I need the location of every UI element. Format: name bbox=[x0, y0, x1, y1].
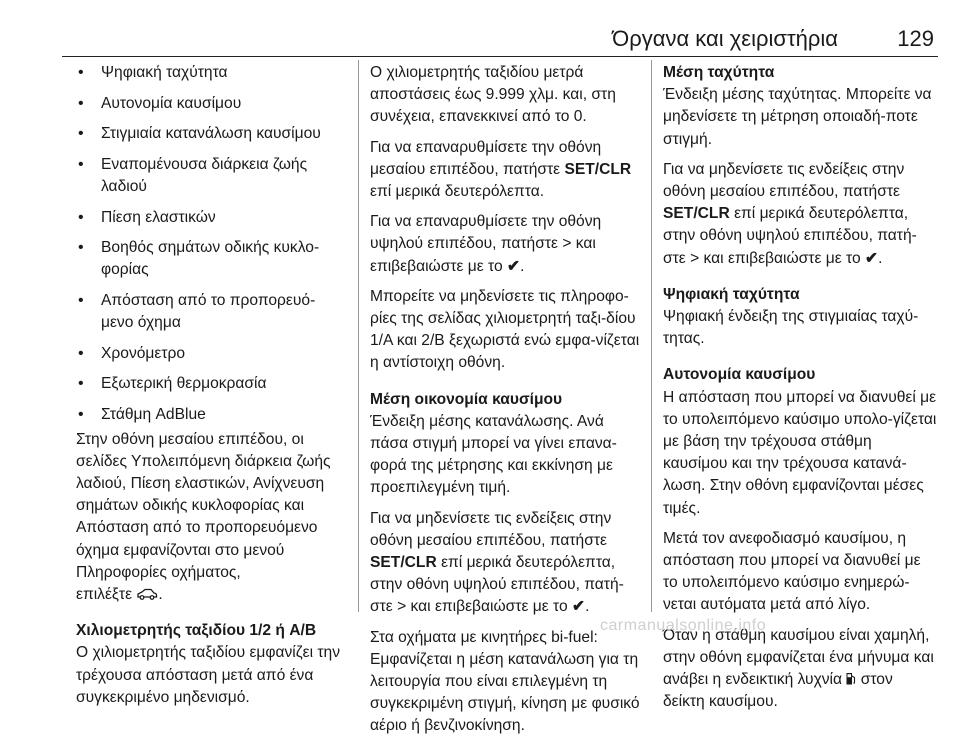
list-item: • Ψηφιακή ταχύτητα bbox=[76, 62, 346, 84]
reset-high-paragraph: Για να επαναρυθμίσετε την οθόνη υψηλού επιπέδου, πατήστε > και επιβεβαιώστε με το ✔. bbox=[370, 211, 642, 278]
paragraph-text: και επιβεβαιώστε με το bbox=[703, 249, 861, 267]
reset-paragraph: Για να μηδενίσετε τις ενδείξεις στην οθόνη μεσαίου επιπέδου, πατήστε SET/CLR επί μερικά δευτερόλεπτα, στην οθόνη υψηλού επιπέδου, πατή-στε > και επιβεβαιώστε με το ✔. bbox=[663, 159, 938, 270]
section-text: Ψηφιακή ένδειξη της στιγμιαίας ταχύ-τητας. bbox=[663, 308, 919, 348]
info-pages-list bbox=[76, 62, 346, 426]
column-divider bbox=[651, 60, 652, 612]
paragraph-text: και επιβεβαιώστε με το bbox=[370, 235, 596, 275]
column-1 bbox=[76, 62, 346, 717]
set-clr-button-label: SET/CLR bbox=[663, 205, 730, 223]
paragraph-text: Για να μηδενίσετε τις ενδείξεις στην οθόνη μεσαίου επιπέδου, πατήστε bbox=[370, 509, 612, 549]
paragraph-text: Για να επαναρυθμίσετε την οθόνη μεσαίου επιπέδου, πατήστε bbox=[370, 138, 602, 178]
section-text: Η απόσταση που μπορεί να διανυθεί με το υπολειπόμενο καύσιμο υπολο-γίζεται με βάση την τρέχουσα στάθμη καυσίμου και την τρέχουσα κατανά-λωση. Στην οθόνη εμφανίζονται μέσες τιμές. bbox=[663, 388, 937, 517]
list-item: • Αυτονομία καυσίμου bbox=[76, 93, 346, 115]
watermark: carmanualsonline.info bbox=[600, 617, 767, 634]
paragraph-text: Για να μηδενίσετε τις ενδείξεις στην οθόνη μεσαίου επιπέδου, πατήστε bbox=[663, 160, 905, 201]
list-item: • Εξωτερική θερμοκρασία bbox=[76, 373, 346, 395]
paragraph: Ο χιλιομετρητής ταξιδίου μετρά αποστάσεις έως 9.999 χλμ. και, στη συνέχεια, επανεκκινεί από το 0. bbox=[370, 64, 616, 126]
paragraph-text: και επιβεβαιώστε με το bbox=[410, 598, 568, 616]
fuel-pump-icon bbox=[846, 670, 856, 683]
section-heading: Αυτονομία καυσίμου bbox=[663, 366, 816, 384]
paragraph: Στα οχήματα με κινητήρες bi-fuel: Εμφανίζεται η μέση κατανάλωση για τη λειτουργία που είναι επιλεγμένη τη συγκεκριμένη στιγμή, κίνηση με φυσικό αέριο ή βενζινοκίνηση. bbox=[370, 628, 640, 735]
paragraph-text: Όταν η στάθμη καυσίμου είναι χαμηλή, στην οθόνη εμφανίζεται ένα μήνυμα και ανάβει η ενδεικτική λυχνία bbox=[663, 626, 934, 689]
avg-consumption-section bbox=[370, 389, 642, 500]
list-item: • Βοηθός σημάτων οδικής κυκλο-φορίας bbox=[76, 237, 346, 281]
page-title: Όργανα και χειριστήρια bbox=[612, 26, 838, 51]
header-rule bbox=[62, 56, 938, 57]
low-fuel-paragraph bbox=[663, 625, 938, 714]
paragraph-text: Στην οθόνη μεσαίου επιπέδου, οι σελίδες Υπολειπόμενη διάρκεια ζωής λαδιού, Πίεση ελαστικών, Ανίχνευση σημάτων οδικής κυκλοφορίας και Απόσταση από το προπορευόμενο όχημα εμφανίζονται στο μενού Πληροφορίες οχήματος, bbox=[76, 430, 331, 581]
paragraph-text: Για να επαναρυθμίσετε την οθόνη υψηλού επιπέδου, πατήστε bbox=[370, 213, 602, 253]
list-item: • Στάθμη AdBlue bbox=[76, 404, 346, 426]
car-icon bbox=[136, 585, 158, 597]
avg-speed-section bbox=[663, 62, 938, 151]
checkmark-icon: ✔ bbox=[571, 598, 586, 616]
paragraph-text: στον δείκτη καυσίμου. bbox=[663, 671, 893, 711]
section-text: Ένδειξη μέσης ταχύτητας. Μπορείτε να μηδενίσετε τη μέτρηση οποιαδή-ποτε στιγμή. bbox=[663, 86, 932, 148]
section-text: Ένδειξη μέσης κατανάλωσης. Ανά πάσα στιγμή μπορεί να γίνει επανα-φορά της μέτρησης και εκκίνηση με προεπιλεγμένη τιμή. bbox=[370, 412, 617, 497]
select-prefix: επιλέξτε bbox=[76, 585, 133, 603]
section-heading: Ψηφιακή ταχύτητα bbox=[663, 285, 800, 303]
list-item: • Απόσταση από το προπορευό-μενο όχημα bbox=[76, 290, 346, 334]
list-item: • Στιγμιαία κατανάλωση καυσίμου bbox=[76, 123, 346, 145]
list-item: • Εναπομένουσα διάρκεια ζωής λαδιού bbox=[76, 154, 346, 198]
list-item: • Πίεση ελαστικών bbox=[76, 207, 346, 229]
page-header bbox=[62, 22, 938, 58]
chevron-right-icon: > bbox=[690, 249, 700, 267]
paragraph: Μετά τον ανεφοδιασμό καυσίμου, η απόσταση που μπορεί να διανυθεί με το υπολειπόμενο καύσιμο ενημερώ-νεται αυτόματα μετά από λίγο. bbox=[663, 529, 921, 614]
section-text: Ο χιλιομετρητής ταξιδίου εμφανίζει την τρέχουσα απόσταση μετά από ένα συγκεκριμένο μηδενισμό. bbox=[76, 644, 341, 706]
list-item: • Χρονόμετρο bbox=[76, 343, 346, 365]
column-2 bbox=[370, 62, 642, 746]
digital-speed-section bbox=[663, 284, 938, 351]
checkmark-icon: ✔ bbox=[507, 257, 521, 275]
select-suffix: . bbox=[158, 585, 163, 603]
section-heading: Μέση οικονομία καυσίμου bbox=[370, 390, 563, 408]
chevron-right-icon: > bbox=[562, 235, 572, 253]
fuel-range-section bbox=[663, 364, 938, 519]
section-heading: Χιλιομετρητής ταξιδίου 1/2 ή A/B bbox=[76, 622, 317, 640]
paragraph-text: επί μερικά δευτερόλεπτα. bbox=[370, 183, 545, 201]
paragraph-text: επί μερικά δευτερόλεπτα, στην οθόνη υψηλού επιπέδου, πατή-στε bbox=[663, 205, 917, 267]
reset-paragraph: Για να μηδενίσετε τις ενδείξεις στην οθόνη μεσαίου επιπέδου, πατήστε SET/CLR επί μερικά δευτερόλεπτα, στην οθόνη υψηλού επιπέδου, πατή-στε > και επιβεβαιώστε με το ✔. bbox=[370, 508, 642, 619]
paragraph: Μπορείτε να μηδενίσετε τις πληροφο-ρίες της σελίδας χιλιομετρητή ταξι-δίου 1/A και 2/B ξεχωριστά ενώ εμφα-νίζεται η αντίστοιχη οθόνη. bbox=[370, 287, 640, 372]
set-clr-button-label: SET/CLR bbox=[564, 160, 632, 178]
trip-odometer-section bbox=[76, 620, 346, 709]
checkmark-icon: ✔ bbox=[864, 249, 879, 267]
set-clr-button-label: SET/CLR bbox=[370, 554, 437, 572]
paragraph-text: επί μερικά δευτερόλεπτα, στην οθόνη υψηλού επιπέδου, πατή-στε bbox=[370, 554, 624, 616]
vehicle-info-paragraph bbox=[76, 429, 346, 607]
page-number: 129 bbox=[897, 26, 934, 51]
reset-mid-paragraph bbox=[370, 137, 642, 204]
column-divider bbox=[358, 60, 359, 612]
section-heading: Μέση ταχύτητα bbox=[663, 64, 775, 81]
chevron-right-icon: > bbox=[397, 598, 407, 616]
